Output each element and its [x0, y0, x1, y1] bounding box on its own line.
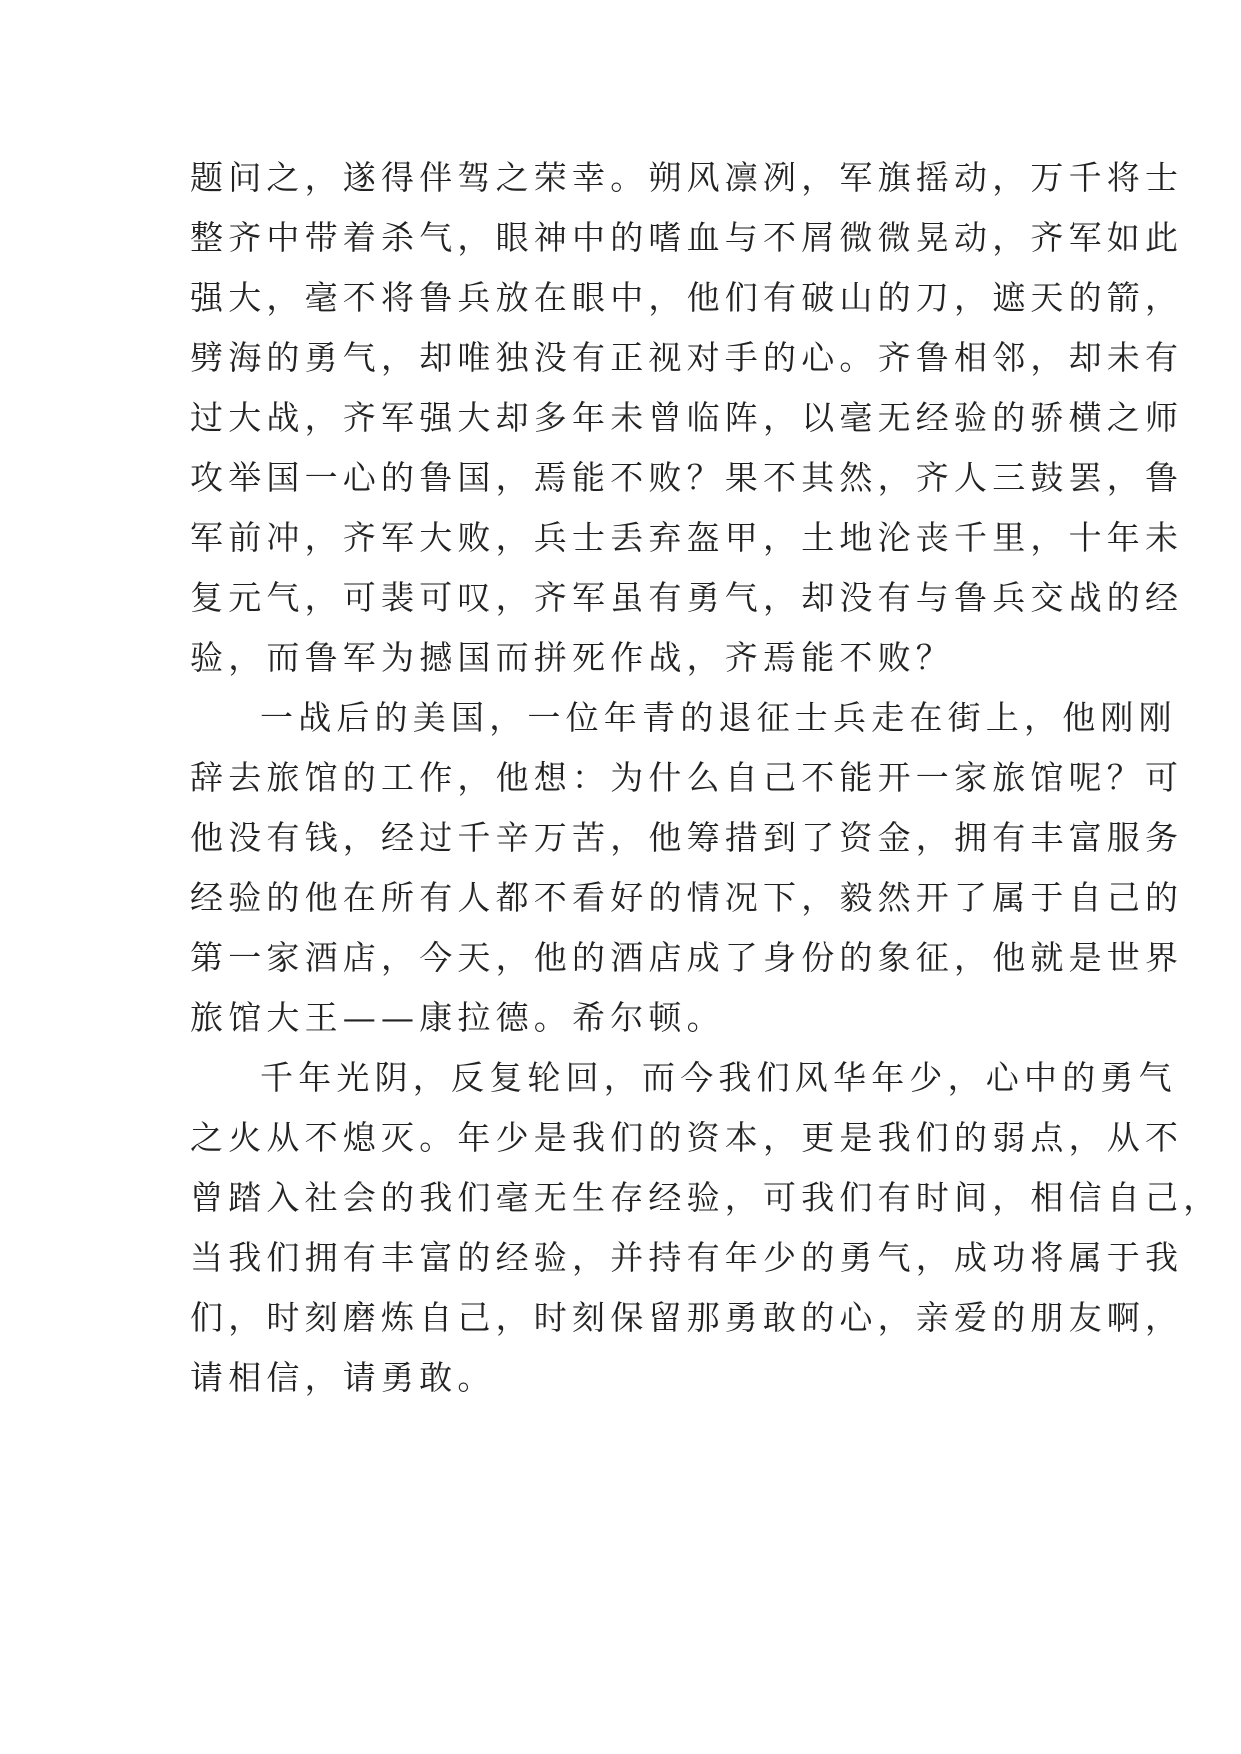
- document-body: [190, 148, 1222, 1408]
- text-line: 之火从不熄灭。年少是我们的资本，更是我们的弱点，从不: [190, 1118, 1184, 1157]
- text-line: 军前冲，齐军大败，兵士丢弃盔甲，土地沦丧千里，十年未: [190, 518, 1184, 557]
- text-line: 题问之，遂得伴驾之荣幸。朔风凛冽，军旗摇动，万千将士: [190, 158, 1184, 197]
- paragraph-2: [190, 688, 1184, 1048]
- text-line-indented: 千年光阴，反复轮回，而今我们风华年少，心中的勇气: [260, 1058, 1177, 1097]
- paragraph-1: [190, 148, 1184, 688]
- text-line: 曾踏入社会的我们毫无生存经验，可我们有时间，相信自己，: [190, 1178, 1222, 1217]
- text-line: 经验的他在所有人都不看好的情况下，毅然开了属于自己的: [190, 878, 1184, 917]
- text-line: 旅馆大王——康拉德。希尔顿。: [190, 998, 725, 1037]
- text-line: 劈海的勇气，却唯独没有正视对手的心。齐鲁相邻，却未有: [190, 338, 1184, 377]
- text-line: 强大，毫不将鲁兵放在眼中，他们有破山的刀，遮天的箭，: [190, 278, 1184, 317]
- text-line: 当我们拥有丰富的经验，并持有年少的勇气，成功将属于我: [190, 1238, 1184, 1277]
- text-line: 请相信，请勇敢。: [190, 1358, 496, 1397]
- text-line: 验，而鲁军为撼国而拼死作战，齐焉能不败？: [190, 638, 954, 677]
- text-line: 整齐中带着杀气，眼神中的嗜血与不屑微微晃动，齐军如此: [190, 218, 1184, 257]
- text-line: 辞去旅馆的工作，他想：为什么自己不能开一家旅馆呢？可: [190, 758, 1184, 797]
- text-line: 第一家酒店，今天，他的酒店成了身份的象征，他就是世界: [190, 938, 1184, 977]
- text-line: 们，时刻磨炼自己，时刻保留那勇敢的心，亲爱的朋友啊，: [190, 1298, 1184, 1337]
- text-line: 攻举国一心的鲁国，焉能不败？果不其然，齐人三鼓罢，鲁: [190, 458, 1184, 497]
- paragraph-3: [190, 1048, 1222, 1408]
- text-line-indented: 一战后的美国，一位年青的退征士兵走在街上，他刚刚: [260, 698, 1177, 737]
- text-line: 复元气，可裴可叹，齐军虽有勇气，却没有与鲁兵交战的经: [190, 578, 1184, 617]
- text-line: 他没有钱，经过千辛万苦，他筹措到了资金，拥有丰富服务: [190, 818, 1184, 857]
- text-line: 过大战，齐军强大却多年未曾临阵，以毫无经验的骄横之师: [190, 398, 1184, 437]
